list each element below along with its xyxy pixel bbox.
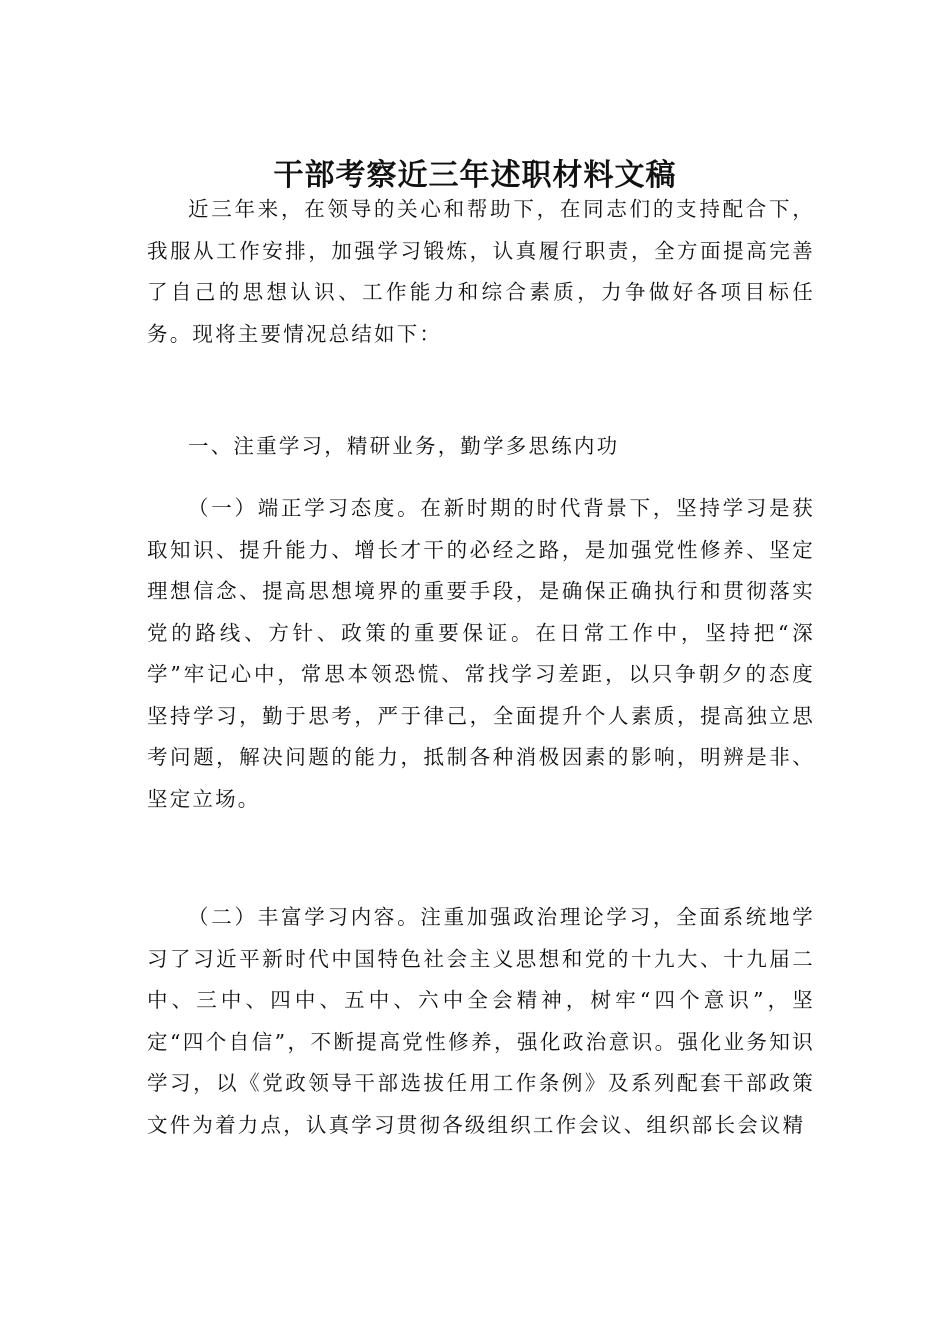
section-1-2-paragraph: （二）丰富学习内容。注重加强政治理论学习，全面系统地学习了习近平新时代中国特色社会主义思想和党的十九大、十九届二中、三中、四中、五中、六中全会精神，树牢“四个意识”，坚定“四个自信”，不断提高党性修养，强化政治意识。强化业务知识学习，以《党政领导干部选拔任用工作条例》及系列配套干部政策文件为着力点，认真学习贯彻各级组织工作会议、组织部长会议精 (147, 905, 815, 1137)
intro-paragraph: 近三年来，在领导的关心和帮助下，在同志们的支持配合下，我服从工作安排，加强学习锻炼，认真履行职责，全方面提高完善了自己的思想认识、工作能力和综合素质，力争做好各项目标任务。现将主要情况总结如下： (147, 197, 815, 346)
section-1-1-paragraph: （一）端正学习态度。在新时期的时代背景下，坚持学习是获取知识、提升能力、增长才干的必经之路，是加强党性修养、坚定理想信念、提高思想境界的重要手段，是确保正确执行和贯彻落实党的路线、方针、政策的重要保证。在日常工作中，坚持把“深学”牢记心中，常思本领恐慌、常找学习差距，以只争朝夕的态度坚持学习，勤于思考，严于律己，全面提升个人素质，提高独立思考问题，解决问题的能力，抵制各种消极因素的影响，明辨是非、坚定立场。 (147, 496, 815, 811)
section-heading-1: 一、注重学习，精研业务，勤学多思练内功 (188, 434, 620, 458)
document-title: 干部考察近三年述职材料文稿 (273, 158, 677, 193)
